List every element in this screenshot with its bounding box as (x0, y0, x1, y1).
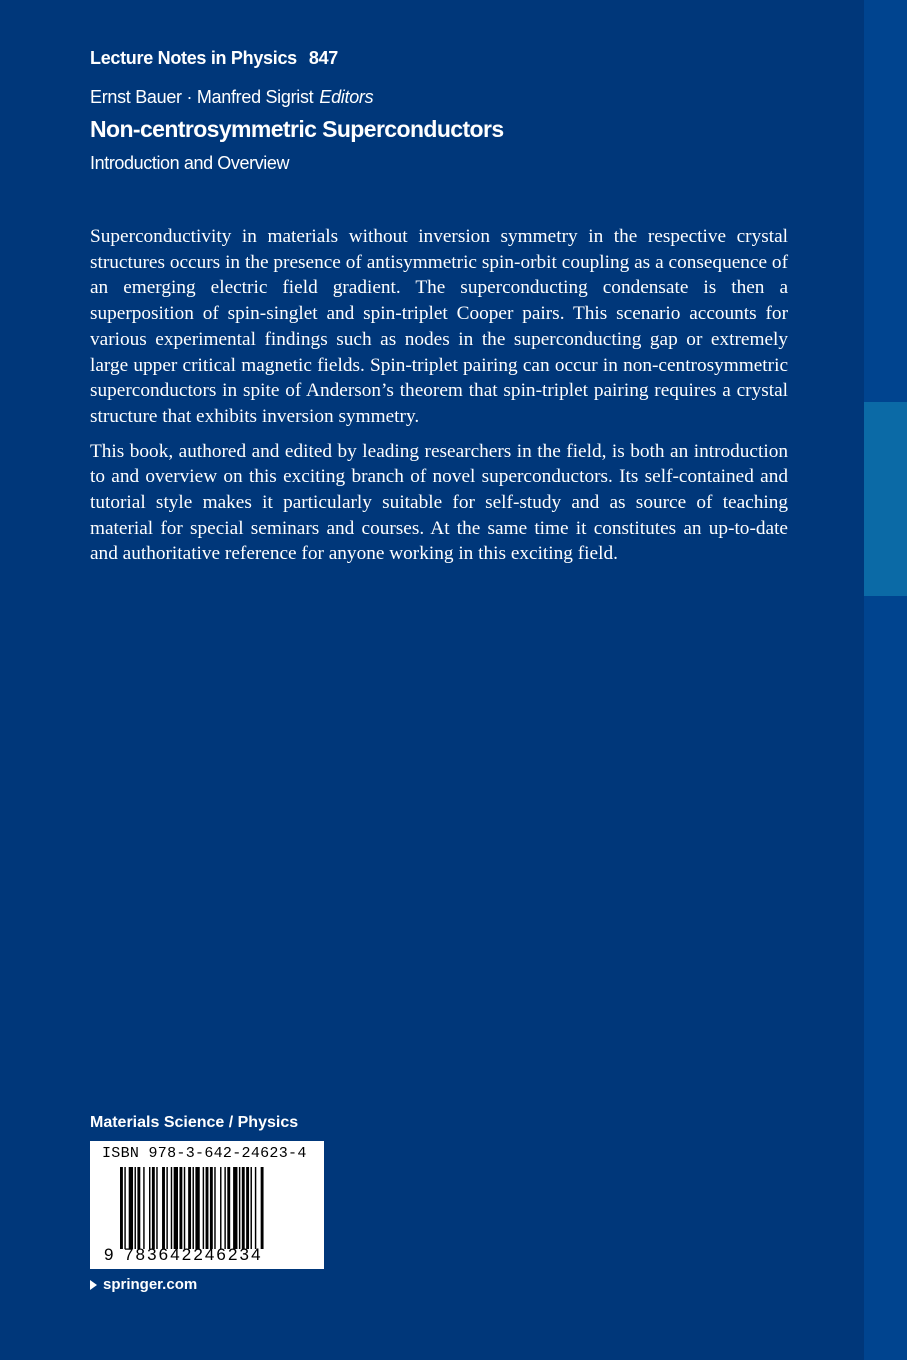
editors-line (90, 87, 373, 108)
barcode-bar (214, 1167, 215, 1249)
barcode-bar (171, 1167, 172, 1249)
spine-accent-band (864, 402, 907, 596)
isbn-label: ISBN 978-3-642-24623-4 (102, 1145, 307, 1162)
barcode-bar (120, 1167, 123, 1249)
blurb-paragraph-1: Superconductivity in materials without inversion symmetry in the respective crystal structures occurs in the presence of antisymmetric spin-orbit coupling as a consequence of an emerging electric field gradient. The superconducting condensate is then a superposition of spin-singlet and spin-triplet Cooper pairs. This scenario accounts for various experimental findings such as nodes in the superconducting gap or extremely large upper critical magnetic fields. Spin-triplet pairing can occur in non-centrosymmetric superconductors in spite of Anderson’s theorem that spin-triplet pairing requires a crystal structure that exhibits inversion symmetry. (90, 226, 788, 427)
barcode-bar (210, 1167, 213, 1249)
barcode-bar (227, 1167, 230, 1249)
book-subtitle: Introduction and Overview (90, 153, 290, 173)
barcode-bar (251, 1167, 252, 1249)
editor-names: Ernst Bauer · Manfred Sigrist (90, 87, 314, 107)
barcode-bar (166, 1167, 167, 1249)
barcode-bar (137, 1167, 140, 1249)
series-number: 847 (308, 48, 339, 68)
editors-role: Editors (319, 87, 374, 107)
barcode-bar (129, 1167, 133, 1249)
spine-strip (864, 0, 907, 1360)
series-name: Lecture Notes in Physics (90, 48, 297, 68)
triangle-arrow-icon (90, 1280, 97, 1290)
barcode-bar (179, 1167, 182, 1249)
barcode-bar (193, 1167, 194, 1249)
barcode-bar (233, 1167, 237, 1249)
barcode-bar (184, 1167, 185, 1249)
barcode-bar (224, 1167, 225, 1249)
barcode-bar (149, 1167, 150, 1249)
barcode-bar (152, 1167, 155, 1249)
blurb-paragraph-2: This book, authored and edited by leading researchers in the field, is both an introduction to and overview on this exciting branch of novel superconductors. Its self-contained and tutorial style makes it particularly suitable for self-study and as source of teaching material for special seminars and courses. At the same time it constitutes an up-to-date and authoritative reference for anyone working in this exciting field. (90, 440, 788, 565)
barcode-bar (143, 1167, 144, 1249)
book-title: Non-centrosymmetric Superconductors (90, 116, 504, 142)
website-link[interactable] (90, 1276, 197, 1293)
barcode-bar (203, 1167, 204, 1249)
barcode-bar (162, 1167, 165, 1249)
barcode-bar (220, 1167, 221, 1249)
barcode (90, 1141, 324, 1269)
barcode-bar (246, 1167, 249, 1249)
barcode-bar (239, 1167, 240, 1249)
ean-digit-groups: 783642246234 (124, 1245, 263, 1264)
barcode-bar (135, 1167, 136, 1249)
barcode-bar (261, 1167, 264, 1249)
barcode-bar (206, 1167, 209, 1249)
barcode-bar (195, 1167, 199, 1249)
barcode-bars (120, 1167, 306, 1249)
barcode-bar (174, 1167, 178, 1249)
subject-category: Materials Science / Physics (90, 1114, 299, 1131)
barcode-bar (156, 1167, 157, 1249)
ean-first-digit: 9 (104, 1245, 114, 1264)
barcode-bar (242, 1167, 245, 1249)
website-label: springer.com (103, 1276, 198, 1293)
barcode-bar (255, 1167, 256, 1249)
blurb (90, 224, 788, 576)
barcode-bar (124, 1167, 125, 1249)
barcode-bar (188, 1167, 191, 1249)
series-line (90, 48, 338, 69)
